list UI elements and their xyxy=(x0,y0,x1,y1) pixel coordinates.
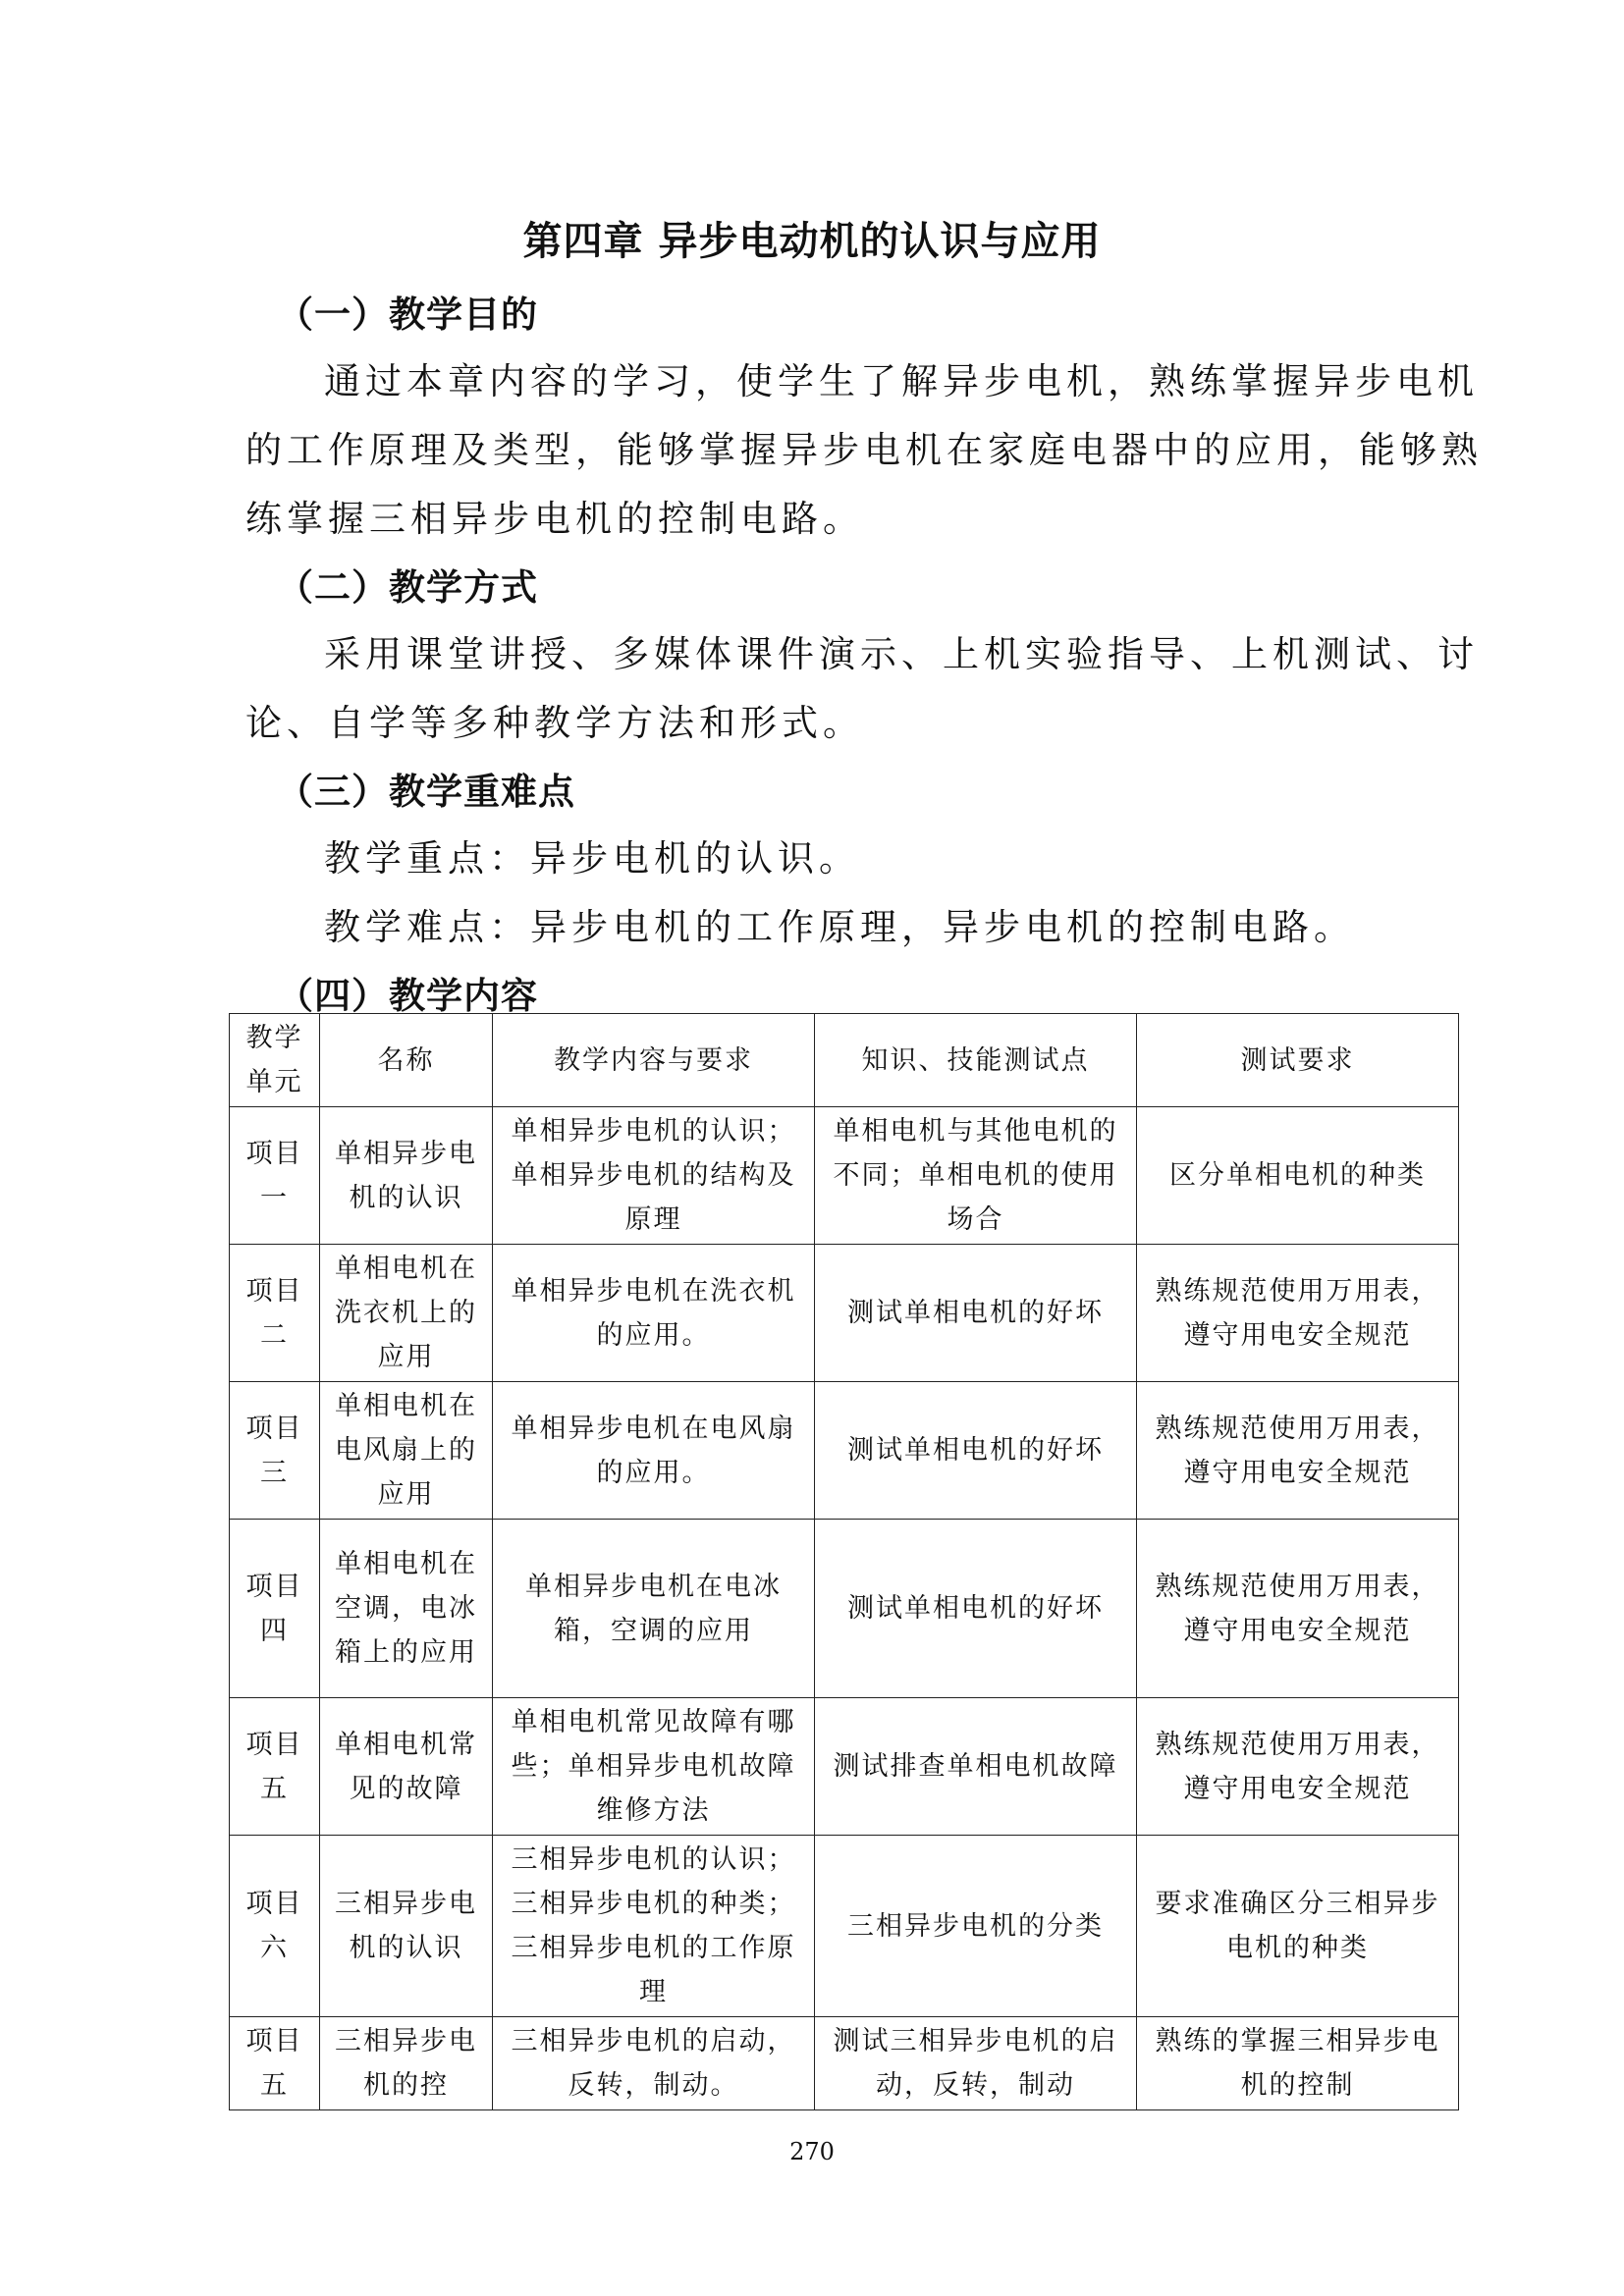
cell-content: 单相异步电机在电冰箱，空调的应用 xyxy=(493,1520,815,1698)
cell-requirement: 熟练规范使用万用表，遵守用电安全规范 xyxy=(1137,1382,1459,1520)
header-unit: 教学单元 xyxy=(230,1014,320,1107)
table-row xyxy=(230,2017,1459,2110)
cell-requirement: 要求准确区分三相异步电机的种类 xyxy=(1137,1836,1459,2017)
cell-unit: 项目五 xyxy=(230,2017,320,2110)
cell-unit: 项目三 xyxy=(230,1382,320,1520)
cell-requirement: 熟练规范使用万用表，遵守用电安全规范 xyxy=(1137,1698,1459,1836)
cell-unit: 项目二 xyxy=(230,1245,320,1382)
cell-requirement: 区分单相电机的种类 xyxy=(1137,1107,1459,1245)
cell-unit: 项目一 xyxy=(230,1107,320,1245)
objective-line-2: 的工作原理及类型，能够掌握异步电机在家庭电器中的应用，能够熟 xyxy=(245,429,1483,471)
cell-name: 单相电机在洗衣机上的应用 xyxy=(320,1245,493,1382)
cell-test-point: 测试单相电机的好坏 xyxy=(815,1382,1137,1520)
cell-content: 三相异步电机的启动，反转，制动。 xyxy=(493,2017,815,2110)
table-row xyxy=(230,1698,1459,1836)
section-heading-objective: （一）教学目的 xyxy=(277,293,538,336)
content-table xyxy=(229,1013,1459,2110)
section-heading-key-points: （三）教学重难点 xyxy=(277,770,575,813)
method-line-1: 采用课堂讲授、多媒体课件演示、上机实验指导、上机测试、讨 xyxy=(324,633,1479,675)
cell-test-point: 三相异步电机的分类 xyxy=(815,1836,1137,2017)
section-heading-method: （二）教学方式 xyxy=(277,565,538,609)
table-row xyxy=(230,1107,1459,1245)
table-row xyxy=(230,1245,1459,1382)
header-requirement: 测试要求 xyxy=(1137,1014,1459,1107)
cell-name: 单相电机在空调，电冰箱上的应用 xyxy=(320,1520,493,1698)
key-point-line: 教学重点：异步电机的认识。 xyxy=(324,837,860,880)
objective-line-3: 练掌握三相异步电机的控制电路。 xyxy=(245,498,864,540)
table-header-row xyxy=(230,1014,1459,1107)
table-row xyxy=(230,1520,1459,1698)
cell-name: 三相异步电机的控 xyxy=(320,2017,493,2110)
table-row xyxy=(230,1836,1459,2017)
cell-name: 单相异步电机的认识 xyxy=(320,1107,493,1245)
header-content: 教学内容与要求 xyxy=(493,1014,815,1107)
cell-test-point: 测试三相异步电机的启动，反转，制动 xyxy=(815,2017,1137,2110)
header-test-point: 知识、技能测试点 xyxy=(815,1014,1137,1107)
page-number: 270 xyxy=(789,2138,835,2165)
cell-content: 单相异步电机在洗衣机的应用。 xyxy=(493,1245,815,1382)
cell-content: 单相电机常见故障有哪些；单相异步电机故障维修方法 xyxy=(493,1698,815,1836)
cell-name: 三相异步电机的认识 xyxy=(320,1836,493,2017)
section-heading-content: （四）教学内容 xyxy=(277,974,538,1017)
cell-name: 单相电机常见的故障 xyxy=(320,1698,493,1836)
cell-unit: 项目五 xyxy=(230,1698,320,1836)
chapter-title: 第四章 异步电动机的认识与应用 xyxy=(522,218,1102,264)
cell-content: 三相异步电机的认识；三相异步电机的种类；三相异步电机的工作原理 xyxy=(493,1836,815,2017)
cell-requirement: 熟练规范使用万用表，遵守用电安全规范 xyxy=(1137,1245,1459,1382)
cell-test-point: 测试单相电机的好坏 xyxy=(815,1520,1137,1698)
objective-line-1: 通过本章内容的学习，使学生了解异步电机，熟练掌握异步电机 xyxy=(324,360,1479,402)
cell-name: 单相电机在电风扇上的应用 xyxy=(320,1382,493,1520)
cell-test-point: 测试单相电机的好坏 xyxy=(815,1245,1137,1382)
cell-requirement: 熟练的掌握三相异步电机的控制 xyxy=(1137,2017,1459,2110)
method-line-2: 论、自学等多种教学方法和形式。 xyxy=(245,702,864,744)
cell-content: 单相异步电机的认识；单相异步电机的结构及原理 xyxy=(493,1107,815,1245)
difficult-point-line: 教学难点：异步电机的工作原理，异步电机的控制电路。 xyxy=(324,906,1355,948)
cell-test-point: 测试排查单相电机故障 xyxy=(815,1698,1137,1836)
table-row xyxy=(230,1382,1459,1520)
cell-content: 单相异步电机在电风扇的应用。 xyxy=(493,1382,815,1520)
header-name: 名称 xyxy=(320,1014,493,1107)
cell-requirement: 熟练规范使用万用表，遵守用电安全规范 xyxy=(1137,1520,1459,1698)
cell-test-point: 单相电机与其他电机的不同；单相电机的使用场合 xyxy=(815,1107,1137,1245)
cell-unit: 项目六 xyxy=(230,1836,320,2017)
cell-unit: 项目四 xyxy=(230,1520,320,1698)
